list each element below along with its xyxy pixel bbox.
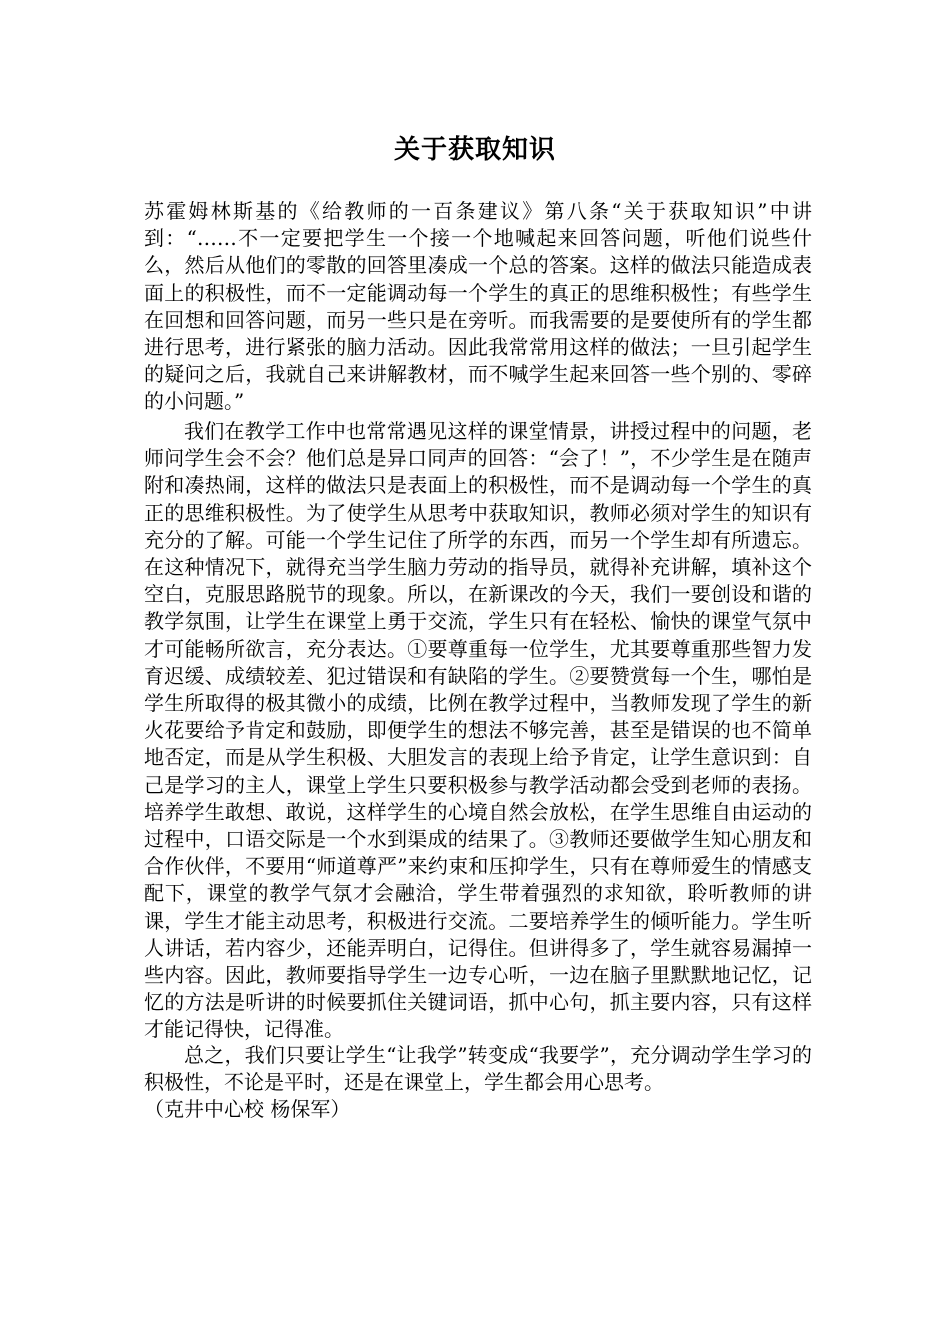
paragraph-text: 总之，我们只要让学生“让我学”转变成“我要学”，充分调动学生学习的积极性，不论是平时，还是在课堂上，学生都会用心思考。 <box>144 1043 812 1095</box>
author-signature <box>144 1096 812 1123</box>
signature-text: （克井中心校 杨保军） <box>144 1097 351 1121</box>
paragraph-conclusion <box>144 1042 812 1096</box>
paragraph-main <box>144 418 812 1044</box>
paragraph-text: 我们在教学工作中也常常遇见这样的课堂情景，讲授过程中的问题，老师问学生会不会？他们总是异口同声的回答：“会了！”，不少学生是在随声附和凑热闹，这样的做法只是表面上的积极性，而不是调动每一个学生的真正的思维积极性。为了使学生从思考中获取知识，教师必须对学生的知识有充分的了解。可能一个学生记住了所学的东西，而另一个学生却有所遗忘。在这种情况下，就得充当学生脑力劳动的指导员，就得补充讲解，填补这个空白，克服思路脱节的现象。所以，在新课改的今天，我们一要创设和谐的教学氛围，让学生在课堂上勇于交流，学生只有在轻松、愉快的课堂气氛中才可能畅所欲言，充分表达。①要尊重每一位学生，尤其要尊重那些智力发育迟缓、成绩较差、犯过错误和有缺陷的学生。②要赞赏每一个生，哪怕是学生所取得的极其微小的成绩，比例在教学过程中，当教师发现了学生的新火花要给予肯定和鼓励，即便学生的想法不够完善，甚至是错误的也不简单地否定，而是从学生积极、大胆发言的表现上给予肯定，让学生意识到：自己是学习的主人，课堂上学生只要积极参与教学活动都会受到老师的表扬。培养学生敢想、敢说，这样学生的心境自然会放松，在学生思维自由运动的过程中，口语交际是一个水到渠成的结果了。③教师还要做学生知心朋友和合作伙伴，不要用“师道尊严”来约束和压抑学生，只有在尊师爱生的情感支配下，课堂的教学气氛才会融洽，学生带着强烈的求知欲，聆听教师的讲课，学生才能主动思考，积极进行交流。二要培养学生的倾听能力。学生听人讲话，若内容少，还能弄明白，记得住。但讲得多了，学生就容易漏掉一些内容。因此，教师要指导学生一边专心听，一边在脑子里默默地记忆，记忆的方法是听讲的时候要抓住关键词语，抓中心句，抓主要内容，只有这样才能记得快，记得准。 <box>144 419 812 1042</box>
paragraph-text: 苏霍姆林斯基的《给教师的一百条建议》第八条“关于获取知识”中讲到：“……不一定要把学生一个接一个地喊起来回答问题，听他们说些什么，然后从他们的零散的回答里凑成一个总的答案。这样的做法只能造成表面上的积极性，而不一定能调动每一个学生的真正的思维积极性；有些学生在回想和回答问题，而另一些只是在旁听。而我需要的是要使所有的学生都进行思考，进行紧张的脑力活动。因此我常常用这样的做法；一旦引起学生的疑问之后，我就自己来讲解教材，而不喊学生起来回答一些个别的、零碎的小问题。” <box>144 199 812 414</box>
document-title: 关于获取知识 <box>393 135 556 165</box>
paragraph-quote <box>144 198 812 416</box>
